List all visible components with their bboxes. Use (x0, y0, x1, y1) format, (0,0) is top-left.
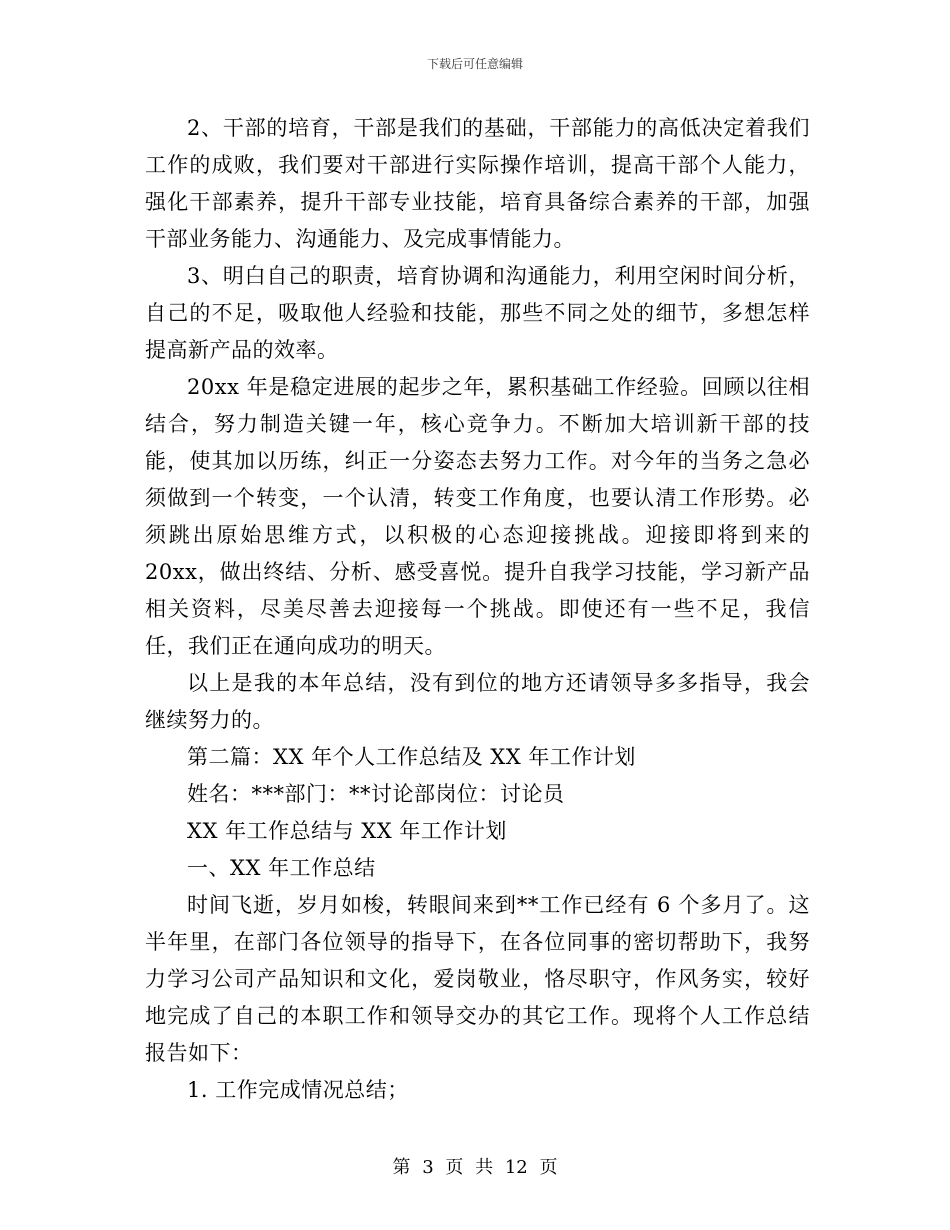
list-item-work-completion: 1. 工作完成情况总结； (187, 1078, 409, 1102)
paragraph-cadre-training: 2、干部的培育，干部是我们的基础，干部能力的高低决定着我们工作的成败，我们要对干部进行实际操作培训，提高干部个人能力，强化干部素养，提升干部专业技能，培育具备综合素养的干部，加强干部业务能力、沟通能力、及完成事情能力。 (145, 116, 810, 251)
paragraph-year-review: 20xx 年是稳定进展的起步之年，累积基础工作经验。回顾以往相结合，努力制造关键一年，核心竞争力。不断加大培训新干部的技能，使其加以历练，纠正一分姿态去努力工作。对今年的当务之急必须做到一个转变，一个认清，转变工作角度，也要认清工作形势。必须跳出原始思维方式，以积极的心态迎接挑战。迎接即将到来的 20xx，做出终结、分析、感受喜悦。提升自我学习技能，学习新产品相关资料，尽美尽善去迎接每一个挑战。即使还有一些不足，我信任，我们正在通向成功的明天。 (145, 375, 810, 658)
document-subtitle: XX 年工作总结与 XX 年工作计划 (187, 819, 507, 843)
page-header: 下载后可任意编辑 (426, 57, 523, 71)
page-number-footer: 第 3 页 共 12 页 (392, 1157, 558, 1178)
paragraph-closing: 以上是我的本年总结，没有到位的地方还请领导多多指导，我会继续努力的。 (145, 671, 810, 732)
section-heading-summary: 一、XX 年工作总结 (187, 856, 376, 880)
paragraph-responsibilities: 3、明白自己的职责，培育协调和沟通能力，利用空闲时间分析，自己的不足，吸取他人经验和技能，那些不同之处的细节，多想怎样提高新产品的效率。 (145, 264, 810, 362)
section-title-part-two: 第二篇：XX 年个人工作总结及 XX 年工作计划 (187, 745, 636, 769)
document-body (145, 110, 810, 1109)
paragraph-summary-intro: 时间飞逝，岁月如梭，转眼间来到**工作已经有 6 个多月了。这半年里，在部门各位领导的指导下，在各位同事的密切帮助下，我努力学习公司产品知识和文化，爱岗敬业，恪尽职守，作风务实，较好地完成了自己的本职工作和领导交办的其它工作。现将个人工作总结报告如下： (145, 893, 810, 1065)
author-info-line: 姓名：***部门：**讨论部岗位：讨论员 (187, 782, 565, 806)
